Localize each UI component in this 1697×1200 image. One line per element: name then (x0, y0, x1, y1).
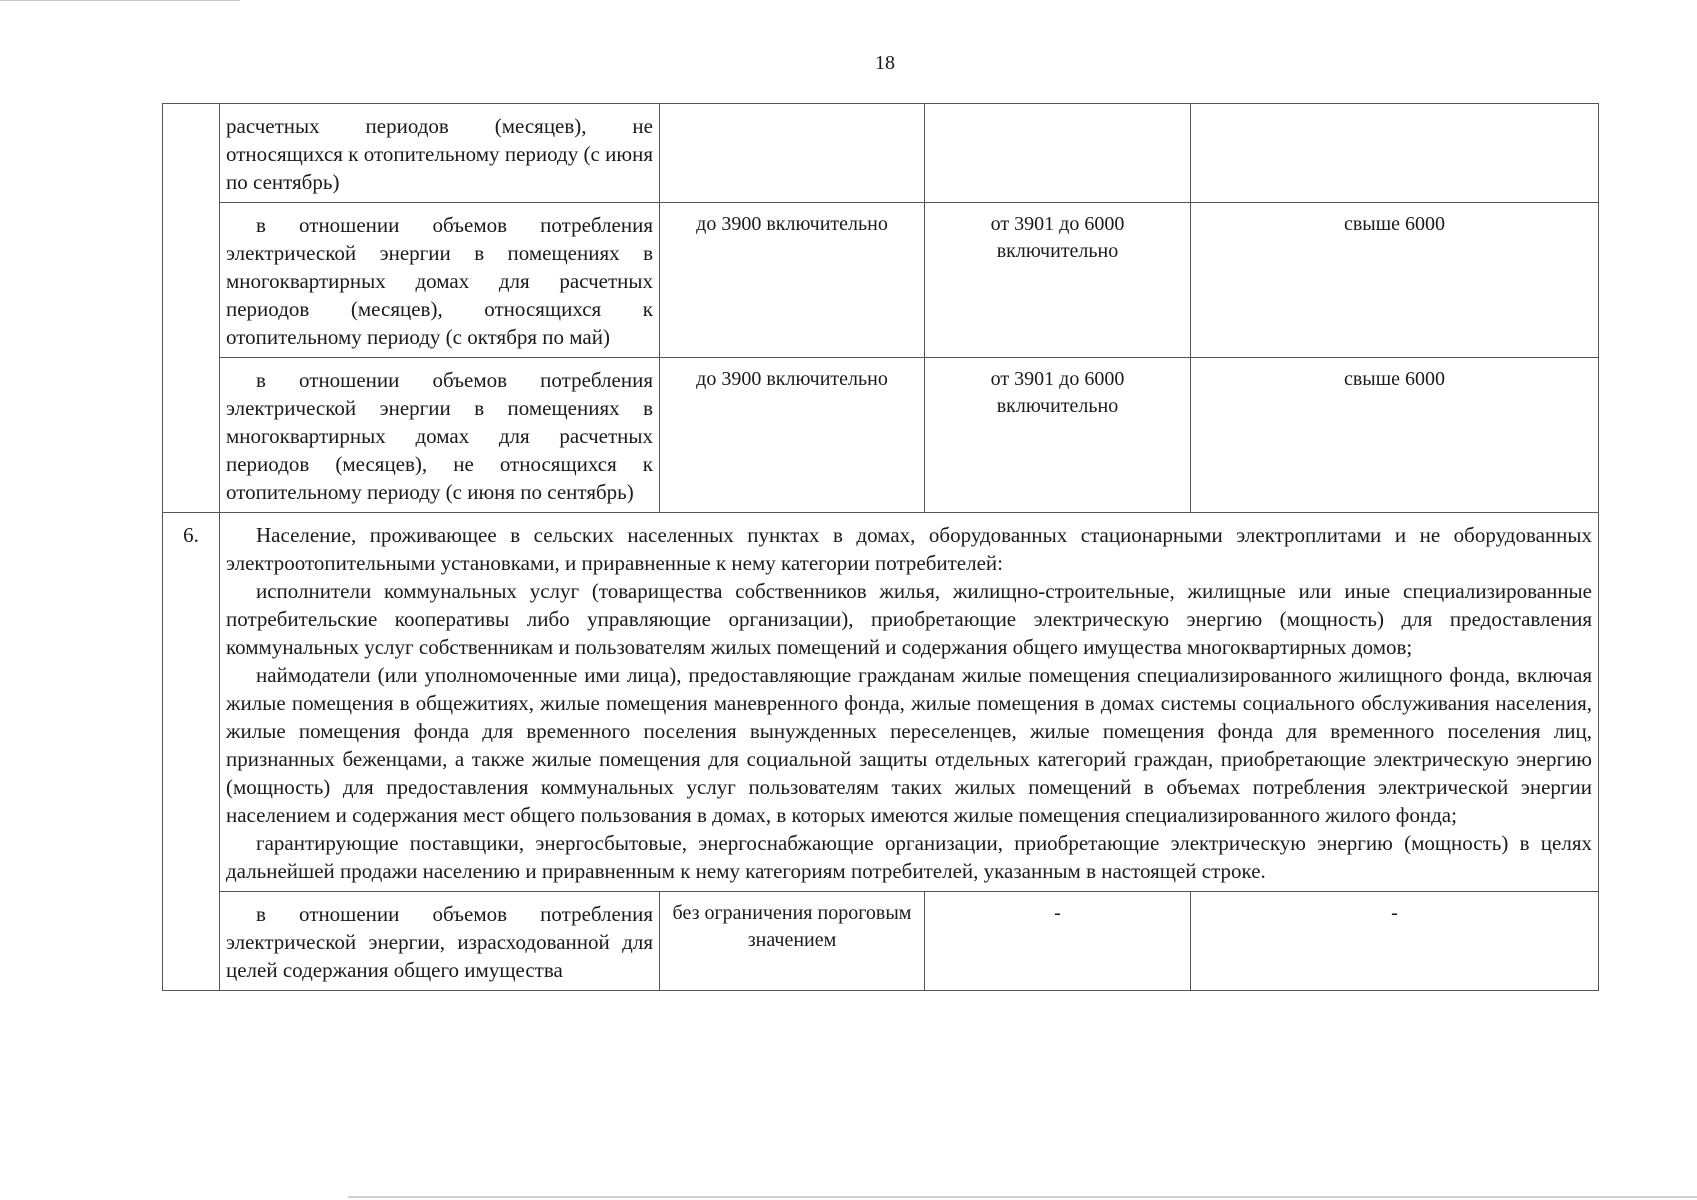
section-paragraph: Население, проживающее в сельских населенных пунктах в домах, оборудованных стационарными электроплитами и не оборудованных электроотопительными установками, и приравненные к нему категории потребителей: (226, 523, 1592, 575)
range-cell-2: от 3901 до 6000 включительно (925, 203, 1191, 358)
row-description: в отношении объемов потребления электрической энергии в помещениях в многоквартирных домах для расчетных периодов (месяцев), относящихся к отопительному периоду (с октября по май) (220, 203, 660, 358)
page-number: 18 (875, 52, 895, 74)
section-description (220, 513, 1599, 892)
range-cell-1 (660, 104, 925, 203)
section-number: 6. (163, 513, 220, 991)
table-row (163, 358, 1599, 513)
range-cell-3: свыше 6000 (1191, 203, 1599, 358)
row-description: в отношении объемов потребления электрической энергии, израсходованной для целей содержания общего имущества (220, 892, 660, 991)
table-row (163, 104, 1599, 203)
section-row (163, 513, 1599, 892)
range-cell-2: от 3901 до 6000 включительно (925, 358, 1191, 513)
table-row (163, 892, 1599, 991)
section-paragraph: наймодатели (или уполномоченные ими лица), предоставляющие гражданам жилые помещения специализированного жилищного фонда, включая жилые помещения в общежитиях, жилые помещения маневренного фонда, жилые помещения в домах системы социального обслуживания населения, жилые помещения фонда для временного поселения вынужденных переселенцев, жилые помещения фонда для временного поселения лиц, признанных беженцами, а также жилые помещения для социальной защиты отдельных категорий граждан, приобретающие электрическую энергию (мощность) для предоставления коммунальных услуг пользователям таких жилых помещений в объемах потребления электрической энергии населением и содержания мест общего пользования в домах, в которых имеются жилые помещения специализированного жилого фонда; (226, 663, 1592, 827)
section-paragraph: исполнители коммунальных услуг (товарищества собственников жилья, жилищно-строительные, жилищные или иные специализированные потребительские кооперативы либо управляющие организации), приобретающие электрическую энергию (мощность) для предоставления коммунальных услуг собственникам и пользователям жилых помещений и содержания общего имущества многоквартирных домов; (226, 579, 1592, 659)
tariff-table (162, 103, 1599, 991)
range-cell-3: - (1191, 892, 1599, 991)
range-cell-2 (925, 104, 1191, 203)
section-paragraph: гарантирующие поставщики, энергосбытовые, энергоснабжающие организации, приобретающие электрическую энергию (мощность) в целях дальнейшей продажи населению и приравненным к нему категориям потребителей, указанным в настоящей строке. (226, 831, 1592, 883)
scan-edge-top (0, 0, 240, 1)
range-cell-1: без ограничения пороговым значением (660, 892, 925, 991)
range-cell-1: до 3900 включительно (660, 358, 925, 513)
scan-edge-bottom (348, 1196, 1697, 1198)
range-cell-3: свыше 6000 (1191, 358, 1599, 513)
row-description: в отношении объемов потребления электрической энергии в помещениях в многоквартирных домах для расчетных периодов (месяцев), не относящихся к отопительному периоду (с июня по сентябрь) (220, 358, 660, 513)
row-description: расчетных периодов (месяцев), не относящихся к отопительному периоду (с июня по сентябрь) (220, 104, 660, 203)
range-cell-2: - (925, 892, 1191, 991)
row-number-cell (163, 104, 220, 513)
range-cell-3 (1191, 104, 1599, 203)
table-row (163, 203, 1599, 358)
range-cell-1: до 3900 включительно (660, 203, 925, 358)
